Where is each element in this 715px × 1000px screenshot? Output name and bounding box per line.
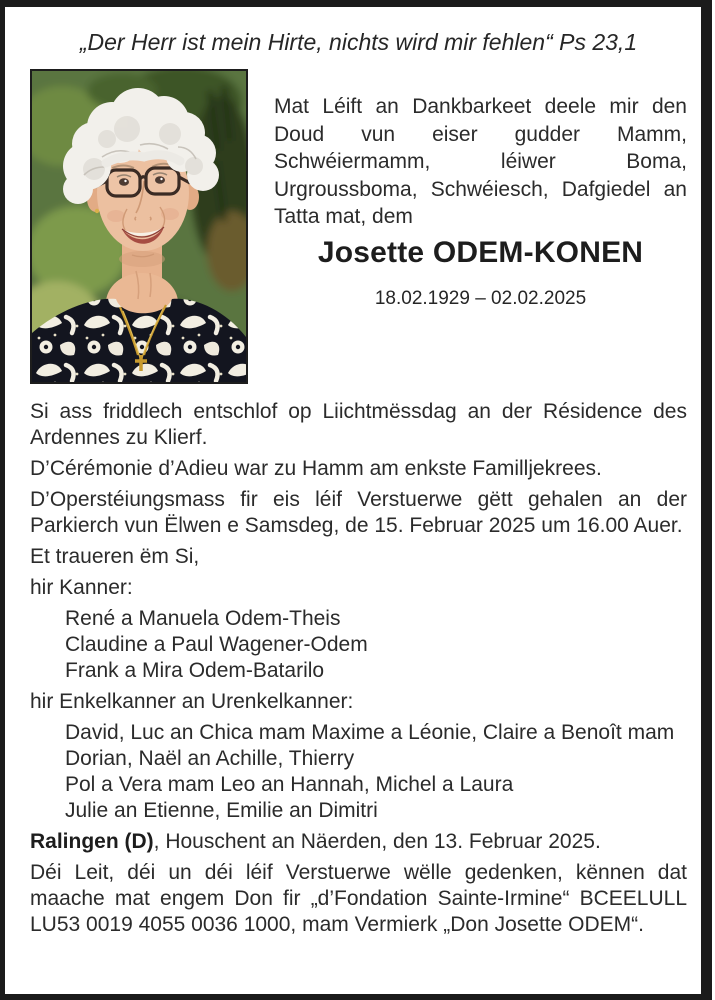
- mourners-intro: Et traueren ëm Si,: [30, 545, 200, 568]
- notice-body: [30, 399, 687, 938]
- deceased-name: Josette ODEM-KONEN: [317, 235, 644, 269]
- children-label: hir Kanner:: [30, 576, 133, 599]
- intro-paragraph: Mat Léift an Dankbarkeet deele mir den Doud vun eiser gudder Mamm, Schwéiermamm, léiwer Boma, Urgroussboma, Schwéiesch, Dafgiedel an Tatta mat, dem: [274, 95, 687, 228]
- header-row: [30, 69, 687, 384]
- portrait-photo: [30, 69, 248, 384]
- closing-place-date: [30, 829, 687, 855]
- paragraph-funeral-mass: D’Operstéiungsmass fir eis léif Verstuerwe gëtt gehalen an der Parkierch vun Ëlwen e Samsdeg, de 15. Februar 2025 um 16.00 Auer.: [30, 488, 687, 537]
- list-item: Julie an Etienne, Emilie an Dimitri: [65, 799, 378, 822]
- list-item: René a Manuela Odem-Theis: [65, 607, 341, 630]
- closing-rest: , Houschent an Näerden, den 13. Februar 2025.: [153, 830, 601, 853]
- closing-place: Ralingen (D): [30, 830, 154, 853]
- life-dates: 18.02.1929 – 02.02.2025: [374, 287, 587, 309]
- list-item: Claudine a Paul Wagener-Odem: [65, 633, 368, 656]
- paragraph-ceremony: D’Cérémonie d’Adieu war zu Hamm am enkste Familljekrees.: [30, 457, 602, 480]
- list-item: Frank a Mira Odem-Batarilo: [65, 659, 325, 682]
- children-list: [30, 606, 687, 684]
- psalm-quote: „Der Herr ist mein Hirte, nichts wird mir fehlen“ Ps 23,1: [79, 29, 638, 55]
- grandchildren-label: hir Enkelkanner an Urenkelkanner:: [30, 690, 354, 713]
- portrait-photo-illustration: [32, 71, 246, 382]
- grandchildren-list: [30, 720, 687, 824]
- paragraph-death: Si ass friddlech entschlof op Liichtmëssdag an der Résidence des Ardennes zu Klierf.: [30, 400, 687, 449]
- list-item: Pol a Vera mam Leo an Hannah, Michel a Laura: [65, 773, 514, 796]
- list-item: David, Luc an Chica mam Maxime a Léonie, Claire a Benoît mam Dorian, Naël an Achille, Thierry: [65, 721, 675, 770]
- donation-paragraph: Déi Leit, déi un déi léif Verstuerwe wëlle gedenken, kënnen dat maache mat engem Don fir „d’Fondation Sainte-Irmine“ BCEELULL LU53 0019 4055 0036 1000, mam Vermierk „Don Josette ODEM“.: [30, 861, 687, 936]
- header-text-column: [248, 69, 687, 384]
